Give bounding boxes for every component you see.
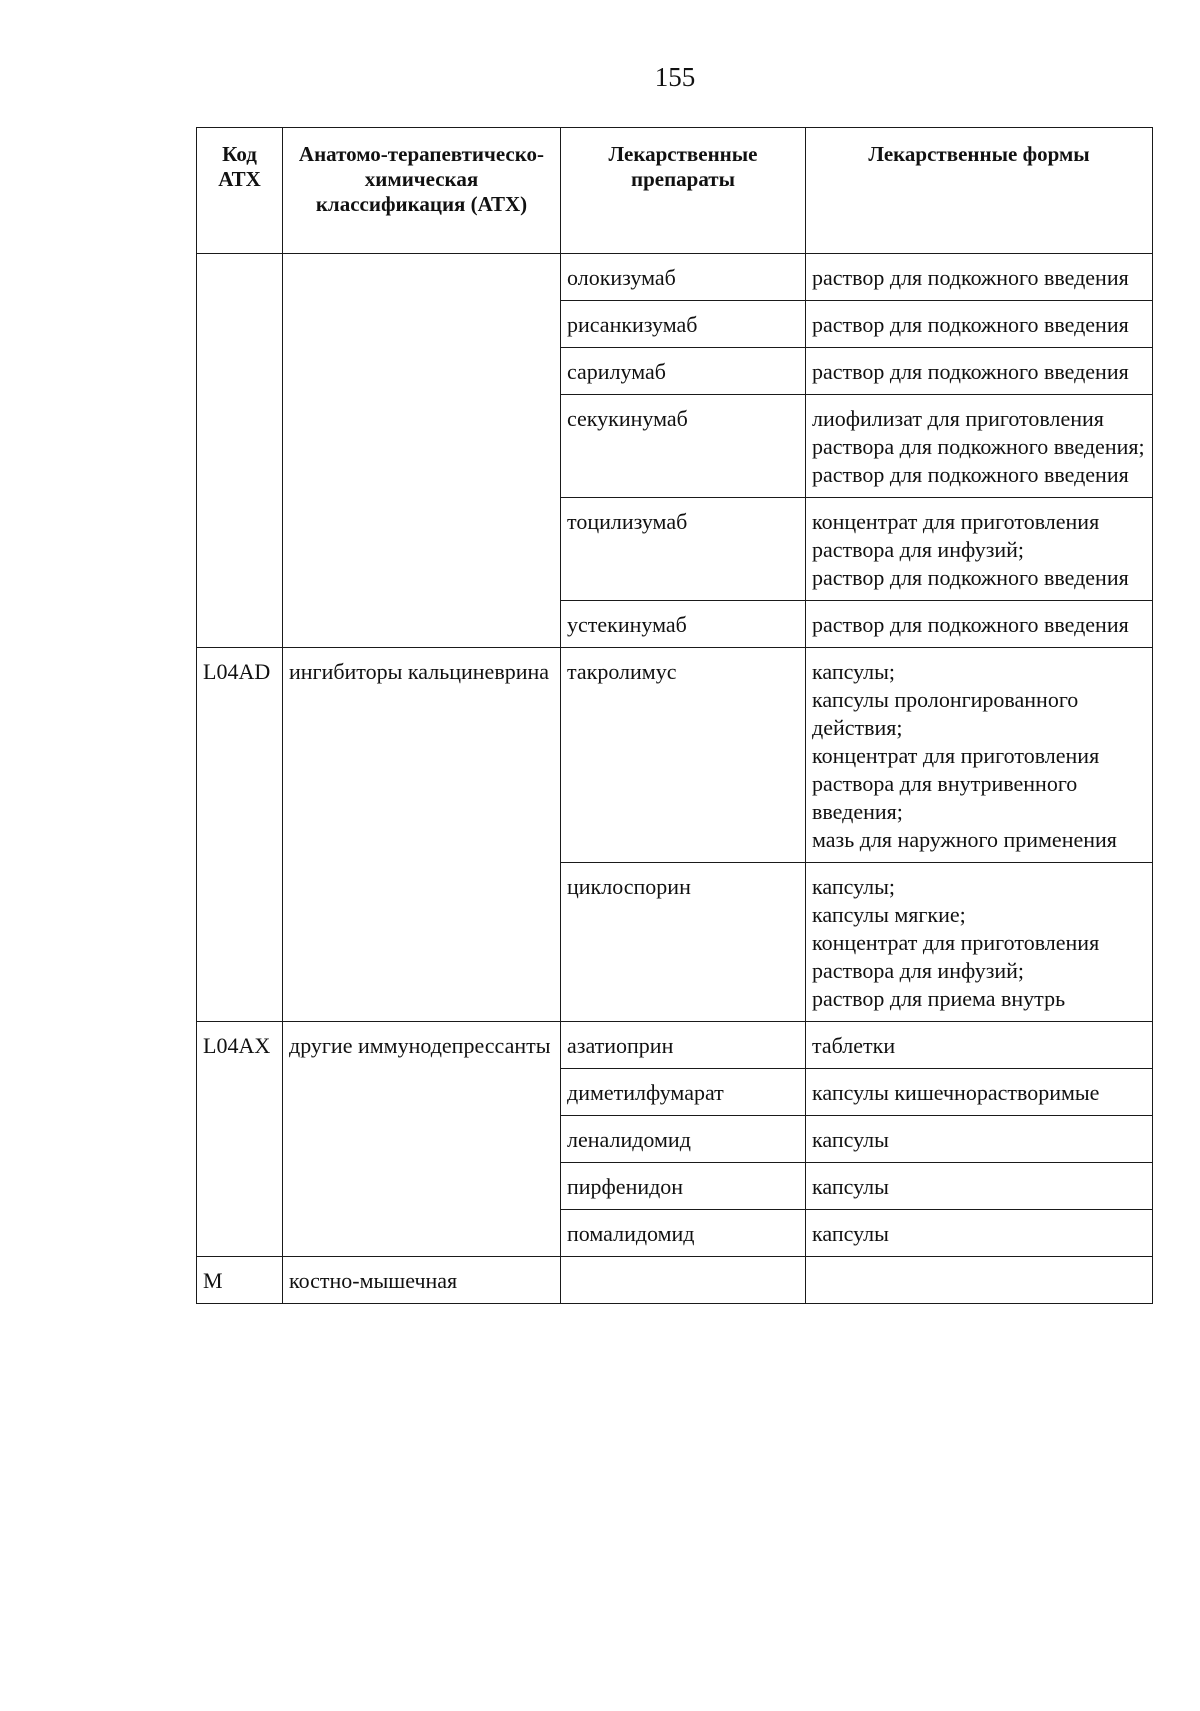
drug-name-cell: азатиоприн bbox=[561, 1022, 806, 1069]
atc-code-cell: M bbox=[197, 1257, 283, 1304]
drug-form: капсулы; bbox=[812, 659, 895, 684]
drug-form: раствор для подкожного введения bbox=[812, 462, 1129, 487]
drug-forms-cell bbox=[806, 648, 1153, 863]
drug-name-cell: тоцилизумаб bbox=[561, 498, 806, 601]
drug-form: концентрат для приготовления раствора для инфузий; bbox=[812, 509, 1100, 562]
drug-table bbox=[196, 127, 1153, 1304]
drug-form: капсулы; bbox=[812, 874, 895, 899]
drug-form: раствор для подкожного введения bbox=[812, 359, 1129, 384]
drug-forms-cell bbox=[806, 1163, 1153, 1210]
drug-name-cell: диметилфумарат bbox=[561, 1069, 806, 1116]
drug-form: концентрат для приготовления раствора для инфузий; bbox=[812, 930, 1100, 983]
drug-form: капсулы пролонгированного действия; bbox=[812, 687, 1079, 740]
drug-forms-cell bbox=[806, 395, 1153, 498]
drug-form: лиофилизат для приготовления раствора для подкожного введения; bbox=[812, 406, 1145, 459]
drug-name-cell: рисанкизумаб bbox=[561, 301, 806, 348]
atc-code-cell bbox=[197, 254, 283, 648]
header-classification: Анатомо-терапевтическо-химическая классификация (АТХ) bbox=[283, 128, 561, 254]
drug-form: раствор для подкожного введения bbox=[812, 565, 1129, 590]
header-forms: Лекарственные формы bbox=[806, 128, 1153, 254]
drug-form: капсулы мягкие; bbox=[812, 902, 966, 927]
drug-forms-cell bbox=[806, 1069, 1153, 1116]
drug-forms-cell bbox=[806, 254, 1153, 301]
drug-name-cell: сарилумаб bbox=[561, 348, 806, 395]
drug-name-cell: помалидомид bbox=[561, 1210, 806, 1257]
header-drugs: Лекарственные препараты bbox=[561, 128, 806, 254]
drug-form: концентрат для приготовления раствора для внутривенного введения; bbox=[812, 743, 1100, 824]
drug-name-cell bbox=[561, 1257, 806, 1304]
drug-form: капсулы кишечнорастворимые bbox=[812, 1080, 1100, 1105]
drug-form: таблетки bbox=[812, 1033, 896, 1058]
drug-name-cell: устекинумаб bbox=[561, 601, 806, 648]
drug-forms-cell bbox=[806, 1116, 1153, 1163]
atc-code-cell: L04AD bbox=[197, 648, 283, 1022]
drug-form: раствор для подкожного введения bbox=[812, 265, 1129, 290]
drug-name-cell: секукинумаб bbox=[561, 395, 806, 498]
drug-forms-cell bbox=[806, 1257, 1153, 1304]
atc-class-cell: костно-мышечная bbox=[283, 1257, 561, 1304]
drug-name-cell: пирфенидон bbox=[561, 1163, 806, 1210]
drug-forms-cell bbox=[806, 863, 1153, 1022]
drug-forms-cell bbox=[806, 498, 1153, 601]
drug-form: мазь для наружного применения bbox=[812, 827, 1117, 852]
table-row bbox=[197, 1022, 1153, 1069]
atc-class-cell: другие иммунодепрессанты bbox=[283, 1022, 561, 1257]
drug-form: капсулы bbox=[812, 1127, 889, 1152]
atc-class-cell: ингибиторы кальциневрина bbox=[283, 648, 561, 1022]
drug-form: капсулы bbox=[812, 1221, 889, 1246]
drug-name-cell: леналидомид bbox=[561, 1116, 806, 1163]
table-row bbox=[197, 1257, 1153, 1304]
drug-forms-cell bbox=[806, 1022, 1153, 1069]
drug-forms-cell bbox=[806, 348, 1153, 395]
drug-forms-cell bbox=[806, 301, 1153, 348]
page-number: 155 bbox=[654, 62, 696, 92]
drug-name-cell: олокизумаб bbox=[561, 254, 806, 301]
table-row bbox=[197, 254, 1153, 301]
header-code: Код АТХ bbox=[197, 128, 283, 254]
drug-form: раствор для приема внутрь bbox=[812, 986, 1066, 1011]
drug-forms-cell bbox=[806, 1210, 1153, 1257]
drug-form: раствор для подкожного введения bbox=[812, 312, 1129, 337]
table-header-row bbox=[197, 128, 1153, 254]
table-row bbox=[197, 648, 1153, 863]
atc-class-cell bbox=[283, 254, 561, 648]
drug-form: раствор для подкожного введения bbox=[812, 612, 1129, 637]
drug-forms-cell bbox=[806, 601, 1153, 648]
drug-name-cell: циклоспорин bbox=[561, 863, 806, 1022]
drug-name-cell: такролимус bbox=[561, 648, 806, 863]
atc-code-cell: L04AX bbox=[197, 1022, 283, 1257]
drug-form: капсулы bbox=[812, 1174, 889, 1199]
